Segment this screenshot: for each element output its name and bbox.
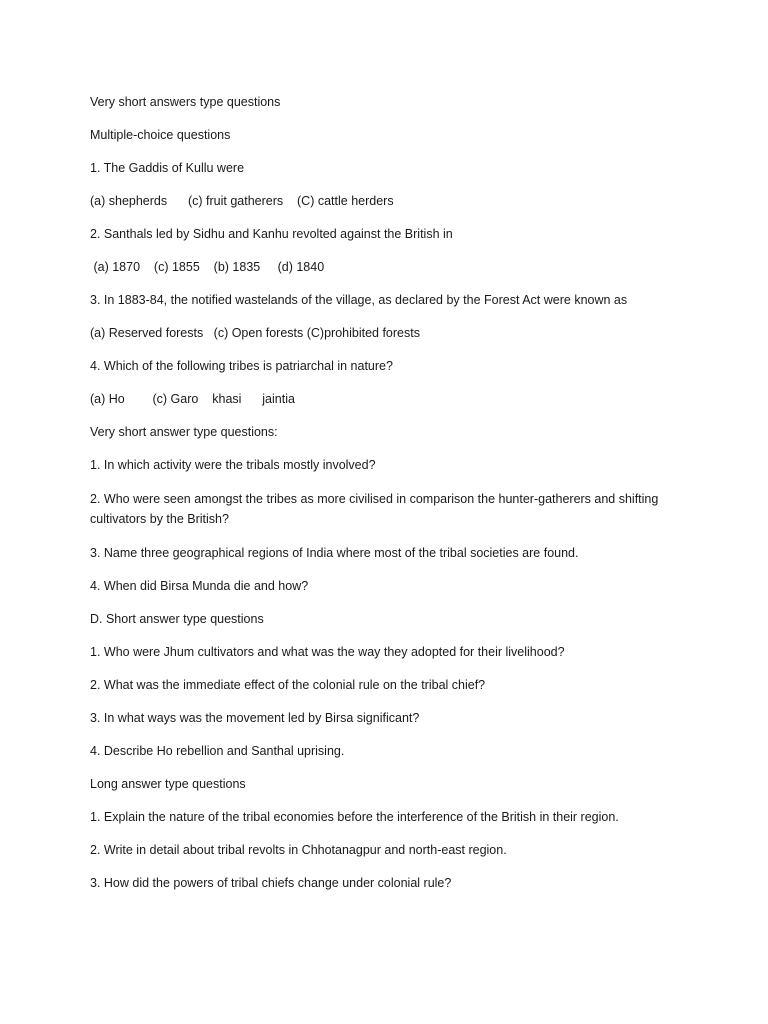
section-heading: Very short answers type questions <box>90 95 281 109</box>
question: 2. Who were seen amongst the tribes as more civilised in comparison the hunter-gatherers and shifting cultivators by the British? <box>90 492 662 526</box>
answer-options: (a) 1870 (c) 1855 (b) 1835 (d) 1840 <box>90 260 325 274</box>
section-heading: Long answer type questions <box>90 777 246 791</box>
answer-options: (a) Ho (c) Garo khasi jaintia <box>90 392 295 406</box>
question: 3. How did the powers of tribal chiefs change under colonial rule? <box>90 876 452 890</box>
section-heading: Very short answer type questions: <box>90 425 278 439</box>
question: 2. What was the immediate effect of the colonial rule on the tribal chief? <box>90 678 486 692</box>
question: 1. Explain the nature of the tribal economies before the interference of the British in their region. <box>90 810 619 824</box>
question: 4. When did Birsa Munda die and how? <box>90 579 309 593</box>
section-heading: Multiple-choice questions <box>90 128 231 142</box>
question: 1. In which activity were the tribals mostly involved? <box>90 458 376 472</box>
answer-options: (a) shepherds (c) fruit gatherers (C) cattle herders <box>90 194 394 208</box>
question: 2. Santhals led by Sidhu and Kanhu revolted against the British in <box>90 227 453 241</box>
question: 3. Name three geographical regions of India where most of the tribal societies are found. <box>90 546 579 560</box>
question: 4. Which of the following tribes is patriarchal in nature? <box>90 359 393 373</box>
question: 2. Write in detail about tribal revolts in Chhotanagpur and north-east region. <box>90 843 507 857</box>
question: 3. In what ways was the movement led by Birsa significant? <box>90 711 420 725</box>
answer-options: (a) Reserved forests (c) Open forests (C)prohibited forests <box>90 326 420 340</box>
question: 1. The Gaddis of Kullu were <box>90 161 245 175</box>
document-body <box>90 93 690 907</box>
question: 1. Who were Jhum cultivators and what was the way they adopted for their livelihood? <box>90 645 565 659</box>
question: 3. In 1883-84, the notified wastelands of the village, as declared by the Forest Act were known as <box>90 293 628 307</box>
section-heading: D. Short answer type questions <box>90 612 264 626</box>
question: 4. Describe Ho rebellion and Santhal uprising. <box>90 744 345 758</box>
